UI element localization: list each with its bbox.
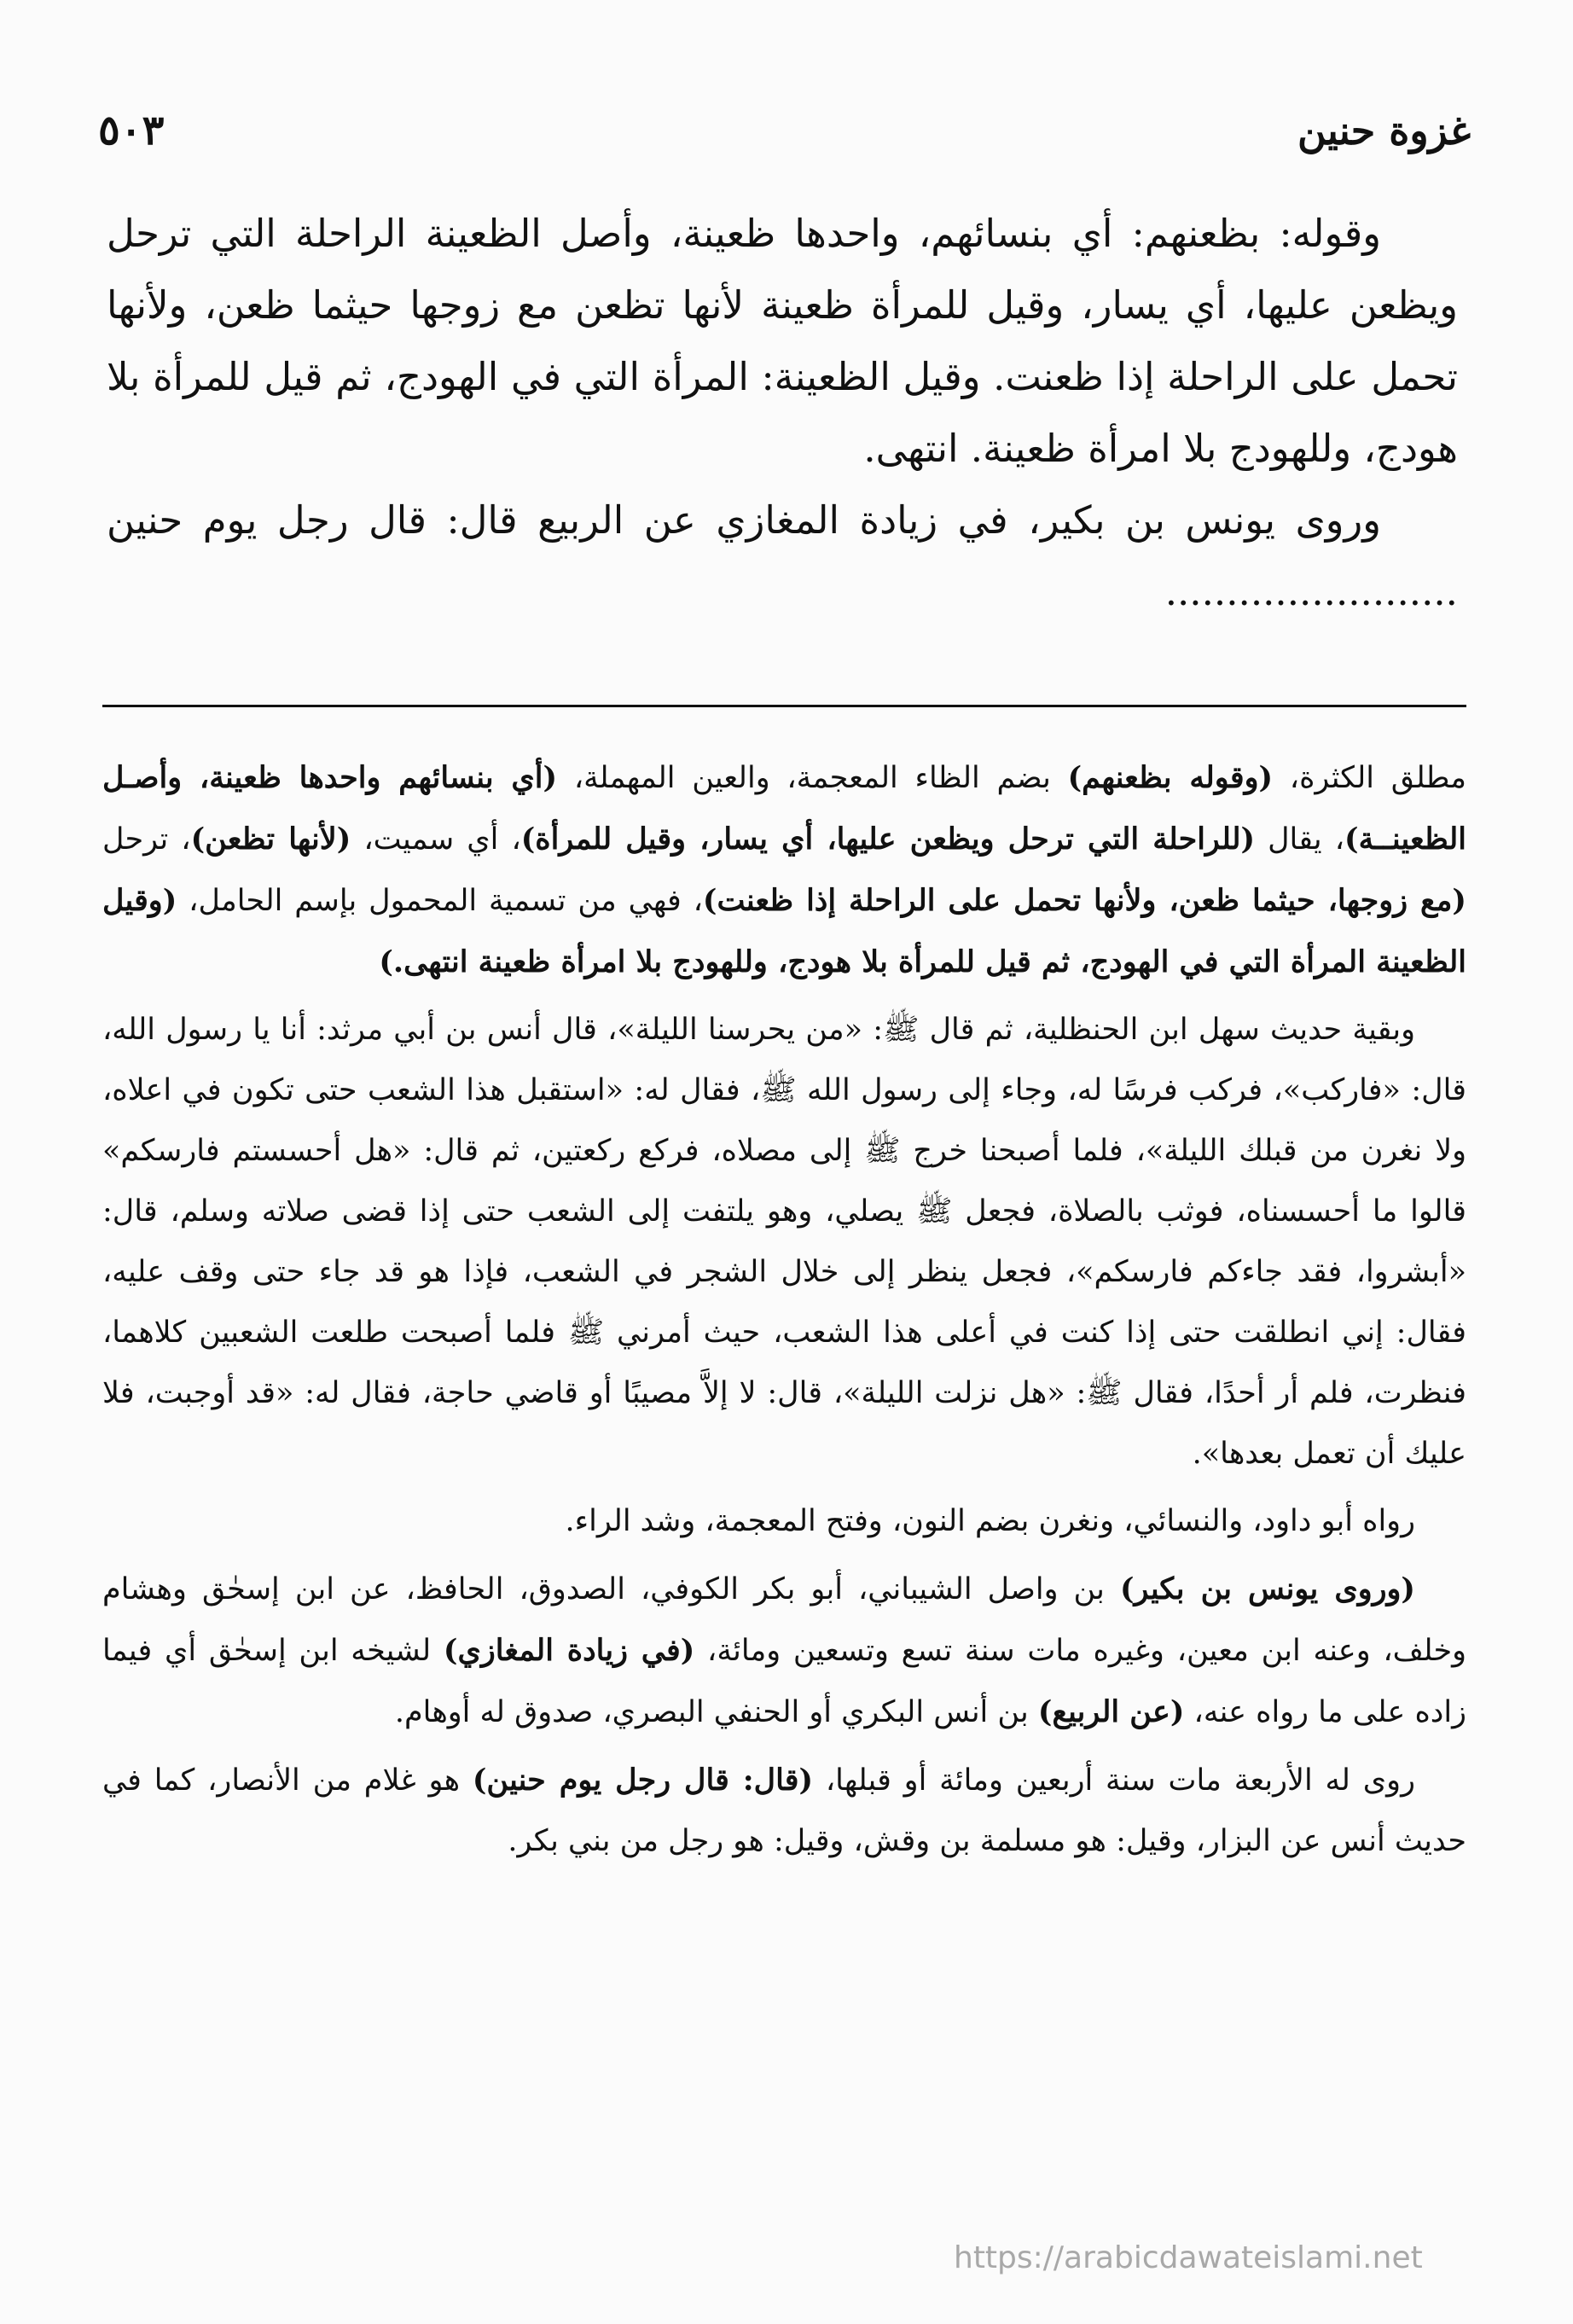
main-paragraph: وقوله: بظعنهم: أي بنسائهم، واحدها ظعينة، وأصل الظعينة الراحلة التي ترحل ويظعن عليها، أي يسار، وقيل للمرأة ظعينة لأنها تظعن مع زوجها حيثما ظعن، ولأنها تحمل على الراحلة إذا ظعنت. وقيل الظعينة: المرأة التي في الهودج، ثم قيل للمرأة بلا هودج، وللهودج بلا امرأة ظعينة. انتهى. xyxy=(107,211,1458,471)
footnote-divider xyxy=(102,705,1466,707)
watermark-url: https://arabicdawateislami.net xyxy=(954,2240,1423,2275)
commentary-span: بضم الظاء المعجمة، والعين المهملة، xyxy=(557,761,1068,795)
quoted-matn: (عن الربيع) xyxy=(1037,1694,1185,1729)
main-paragraph-narration xyxy=(107,485,1458,628)
page-header xyxy=(98,101,1471,160)
commentary-text xyxy=(102,747,1466,1879)
commentary-span: لشيخه ابن إسحٰق أي فيما زاده على ما رواه عنه، xyxy=(102,1634,1466,1729)
commentary-span: ، ترحل xyxy=(102,822,191,857)
narration-text: وروى يونس بن بكير، في زيادة المغازي عن الربيع قال: قال رجل يوم حنين xyxy=(107,497,1381,543)
commentary-paragraph-rabi xyxy=(102,1750,1466,1872)
quoted-matn: (في زيادة المغازي) xyxy=(443,1633,695,1668)
quoted-matn: (وروى يونس بن بكير) xyxy=(1119,1572,1415,1606)
commentary-span: ، فهي من تسمية المحمول بإسم الحامل، xyxy=(177,884,703,918)
quoted-matn: (وقوله بظعنهم) xyxy=(1067,760,1274,795)
commentary-paragraph-yunus xyxy=(102,1559,1466,1743)
main-text xyxy=(107,198,1458,628)
page-number: ٥٠٣ xyxy=(98,107,165,154)
commentary-span: روى له الأربعة مات سنة أربعين ومائة أو قبلها، xyxy=(813,1763,1415,1798)
quoted-matn: (لأنها تظعن) xyxy=(190,822,351,857)
quoted-matn: (وقيل الظعينة المرأة التي في الهودج، ثم قيل للمرأة بلا هودج، وللهودج بلا امرأة ظعينة انتهى.) xyxy=(102,883,1466,979)
commentary-paragraph-source: رواه أبو داود، والنسائي، ونغرن بضم النون، وفتح المعجمة، وشد الراء. xyxy=(565,1504,1415,1538)
commentary-span: مطلق الكثرة، xyxy=(1273,761,1466,795)
commentary-span: ، أي سميت، xyxy=(351,822,521,857)
commentary-span: بن واصل الشيباني، أبو بكر الكوفي، الصدوق، الحافظ، عن ابن إسحٰق وهشام وخلف، وعنه ابن معين، وغيره مات سنة تسع وتسعين ومائة، xyxy=(102,1572,1467,1668)
commentary-span: بن أنس البكري أو الحنفي البصري، صدوق له أوهام. xyxy=(394,1695,1038,1729)
commentary-paragraph xyxy=(102,747,1466,993)
quoted-matn: (أي بنسائهم واحدها ظعينة، وأصـل الظعينــة) xyxy=(102,760,1466,857)
commentary-span: هو غلام من الأنصار، كما في حديث أنس عن البزار، وقيل: هو مسلمة بن وقش، وقيل: هو رجل من بني بكر. xyxy=(102,1763,1466,1858)
quoted-matn: (مع زوجها، حيثما ظعن، ولأنها تحمل على الراحلة إذا ظعنت) xyxy=(702,883,1466,918)
ellipsis-dots: ........................ xyxy=(1164,569,1458,614)
chapter-title: غزوة حنين xyxy=(1297,107,1471,154)
commentary-paragraph-hadith: وبقية حديث سهل ابن الحنظلية، ثم قال ﷺ: «من يحرسنا الليلة»، قال أنس بن أبي مرثد: أنا يا رسول الله، قال: «فاركب»، فركب فرسًا له، وجاء إلى رسول الله ﷺ، فقال له: «استقبل هذا الشعب حتى تكون في اعلاه، ولا نغرن من قبلك الليلة»، فلما أصبحنا خرج ﷺ إلى مصلاه، فركع ركعتين، ثم قال: «هل أحسستم فارسكم» قالوا ما أحسسناه، فوثب بالصلاة، فجعل ﷺ يصلي، وهو يلتفت إلى الشعب حتى إذا قضى صلاته وسلم، قال: «أبشروا، فقد جاءكم فارسكم»، فجعل ينظر إلى خلال الشجر في الشعب، فإذا هو قد جاء حتى وقف عليه، فقال: إني انطلقت حتى إذا كنت في أعلى هذا الشعب، حيث أمرني ﷺ فلما أصبحت طلعت الشعبين كلاهما، فنظرت، فلم أر أحدًا، فقال ﷺ: «هل نزلت الليلة»، قال: لا إلاَّ مصيبًا أو قاضي حاجة، فقال له: «قد أوجبت، فلا عليك أن تعمل بعدها». xyxy=(102,1013,1466,1471)
commentary-span: ، يقال xyxy=(1255,822,1345,857)
quoted-matn: (قال: قال رجل يوم حنين) xyxy=(472,1763,814,1798)
quoted-matn: (للراحلة التي ترحل ويظعن عليها، أي يسار، وقيل للمرأة) xyxy=(520,822,1256,857)
